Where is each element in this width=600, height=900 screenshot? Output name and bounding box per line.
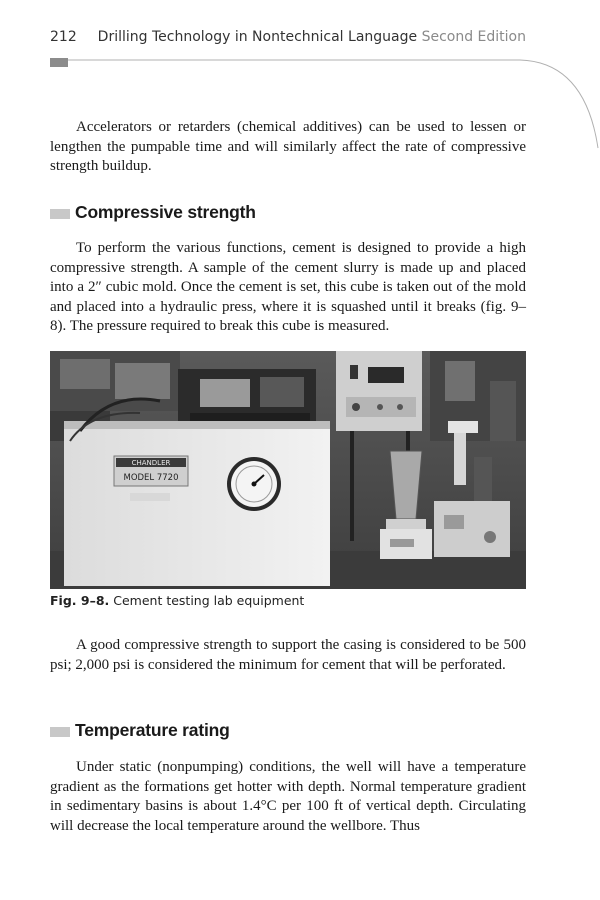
plate-brand-text: CHANDLER: [131, 459, 171, 467]
figure-caption-text: Cement testing lab equipment: [113, 593, 305, 608]
book-title: Drilling Technology in Nontechnical Language: [97, 29, 418, 45]
page-number: 212: [50, 29, 77, 45]
figure-caption: [50, 593, 526, 608]
paragraph-compressive: To perform the various functions, cement is designed to provide a high compressive strength. A sample of the cement slurry is made up and placed into a 2″ cubic mold. Once the cement is set, this cube is taken out of the mold and placed into a hydraulic press, where it is squashed until it breaks (fig. 9–8). The pressure required to break this cube is measured.: [50, 240, 526, 334]
paragraph-good-strength: A good compressive strength to support the casing is considered to be 500 psi; 2,000 psi is considered the minimum for cement that will be perforated.: [50, 637, 526, 673]
figure-label: Fig. 9–8.: [50, 593, 110, 608]
section-heading-temperature: [50, 720, 526, 744]
heading-bar: [50, 209, 70, 219]
heading-text: Temperature rating: [75, 720, 230, 740]
paragraph-temperature: Under static (nonpumping) conditions, the well will have a temperature gradient as the formations get hotter with depth. Normal temperature gradient in sedimentary basins is about 1.4°C per 100 ft of vertical depth. Circulating will decrease the local temperature around the wellbore. Thus: [50, 759, 526, 834]
section-heading-compressive: [50, 202, 526, 226]
lab-equipment-illustration: [50, 351, 526, 589]
edition-label: Second Edition: [421, 29, 526, 45]
figure-photo: [50, 351, 526, 589]
plate-model-text: MODEL 7720: [123, 473, 179, 483]
heading-text: Compressive strength: [75, 202, 256, 222]
paragraph-accelerators: Accelerators or retarders (chemical additives) can be used to lessen or lengthen the pumpable time and will similarly affect the rate of compressive strength buildup.: [50, 119, 526, 174]
heading-bar: [50, 727, 70, 737]
